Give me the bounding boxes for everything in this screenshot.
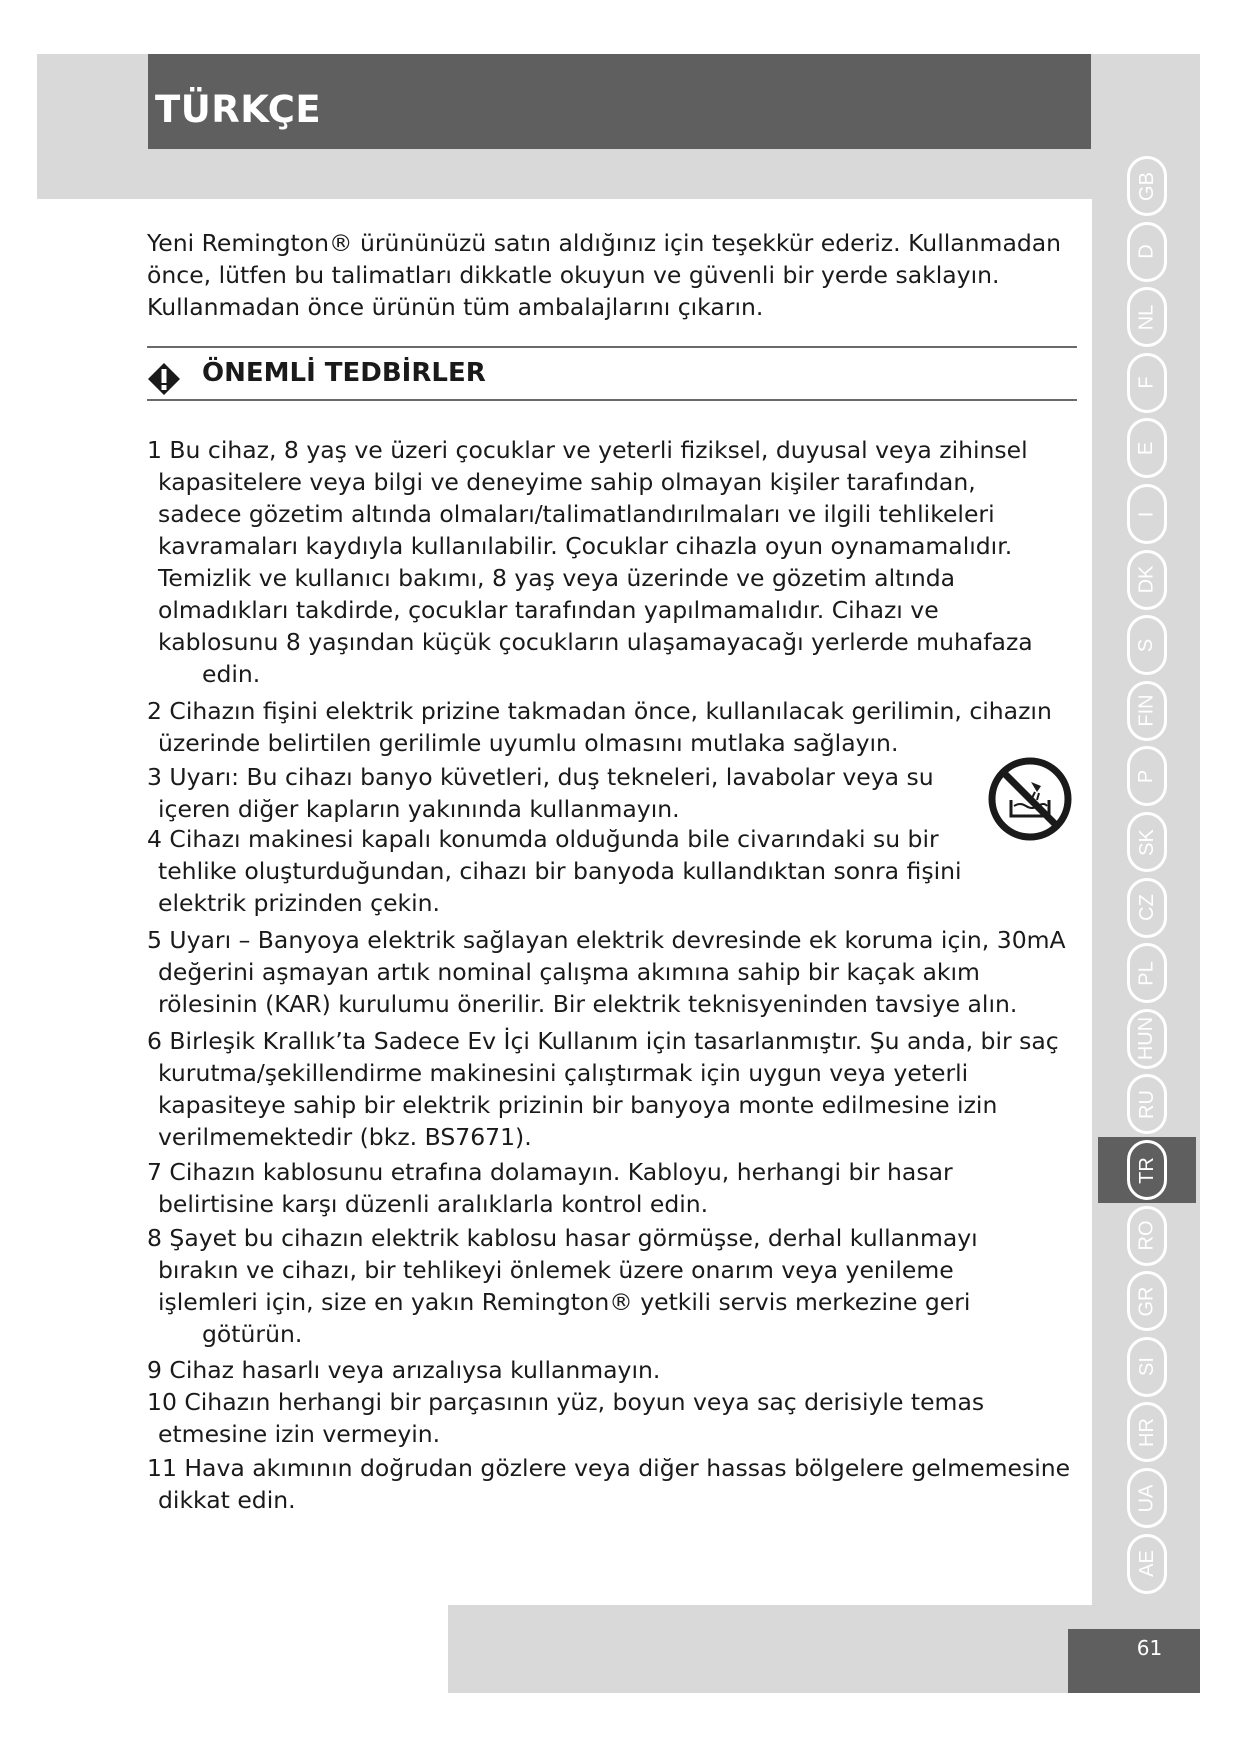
language-tab-ring <box>1127 878 1167 938</box>
item-line: kavramaları kaydıyla kullanılabilir. Çocuklar cihazla oyun oynamamalıdır. <box>158 532 1013 560</box>
list-item <box>147 924 1066 1020</box>
language-tab-i[interactable] <box>1098 481 1196 547</box>
language-tab-label: FIN <box>1135 694 1158 727</box>
language-tab-ring <box>1127 1009 1167 1069</box>
item-line: etmesine izin vermeyin. <box>158 1420 441 1448</box>
item-line: değerini aşmayan artık nominal çalışma akımına sahip bir kaçak akım <box>158 958 980 986</box>
item-line: içeren diğer kapların yakınında kullanmayın. <box>158 795 680 823</box>
language-tab-ring <box>1127 1337 1167 1397</box>
language-tab-label: RU <box>1135 1089 1158 1119</box>
language-tab-fin[interactable] <box>1098 678 1196 744</box>
language-tab-gb[interactable] <box>1098 153 1196 219</box>
item-line: dikkat edin. <box>158 1486 296 1514</box>
language-tab-ring <box>1127 1074 1167 1134</box>
language-tab-sk[interactable] <box>1098 809 1196 875</box>
list-item <box>147 823 962 919</box>
language-tab-nl[interactable] <box>1098 284 1196 350</box>
list-item <box>147 1386 984 1450</box>
language-tab-label: NL <box>1135 304 1158 330</box>
list-item <box>147 1156 953 1220</box>
item-line: rölesinin (KAR) kurulumu önerilir. Bir elektrik teknisyeninden tavsiye alın. <box>158 990 1018 1018</box>
language-tab-label: E <box>1135 441 1158 456</box>
item-line: 7 Cihazın kablosunu etrafına dolamayın. Kabloyu, herhangi bir hasar <box>147 1158 953 1186</box>
language-tab-ring <box>1127 1402 1167 1462</box>
language-tab-cz[interactable] <box>1098 875 1196 941</box>
language-tab-label: D <box>1135 244 1158 259</box>
item-line: belirtisine karşı düzenli aralıklarla kontrol edin. <box>158 1190 709 1218</box>
language-tab-dk[interactable] <box>1098 547 1196 613</box>
section-rule-top <box>147 346 1077 348</box>
language-tab-ring <box>1127 1468 1167 1528</box>
language-tab-ring <box>1127 746 1167 806</box>
item-line: 5 Uyarı – Banyoya elektrik sağlayan elektrik devresinde ek koruma için, 30mA <box>147 926 1066 954</box>
intro-line: Yeni Remington® ürününüzü satın aldığınız için teşekkür ederiz. Kullanmadan <box>147 229 1062 257</box>
language-tab-gr[interactable] <box>1098 1268 1196 1334</box>
language-tab-ring <box>1127 550 1167 610</box>
language-tab-label: S <box>1135 638 1158 652</box>
item-line: işlemleri için, size en yakın Remington® yetkili servis merkezine geri <box>158 1288 971 1316</box>
item-line: 4 Cihazı makinesi kapalı konumda olduğunda bile civarındaki su bir <box>147 825 939 853</box>
language-tab-pl[interactable] <box>1098 940 1196 1006</box>
language-tab-label: UA <box>1135 1484 1158 1512</box>
language-tab-label: P <box>1135 769 1158 784</box>
list-item <box>147 761 934 825</box>
language-tab-ring <box>1127 156 1167 216</box>
item-line: sadece gözetim altında olmaları/talimatlandırılmaları ve ilgili tehlikeleri <box>158 500 995 528</box>
language-tab-label: F <box>1135 376 1158 389</box>
page-number: 61 <box>1136 1636 1163 1660</box>
item-line: kablosunu 8 yaşından küçük çocukların ulaşamayacağı yerlerde muhafaza <box>158 628 1033 656</box>
item-line: kurutma/şekillendirme makinesini çalıştırmak için uygun veya yeterli <box>158 1059 969 1087</box>
language-tab-ring <box>1127 1271 1167 1331</box>
list-item <box>147 1354 660 1386</box>
item-line: kapasitelere veya bilgi ve deneyime sahip olmayan kişiler tarafından, <box>158 468 976 496</box>
item-line: 1 Bu cihaz, 8 yaş ve üzeri çocuklar ve yeterli fiziksel, duyusal veya zihinsel <box>147 436 1028 464</box>
item-line: üzerinde belirtilen gerilimle uyumlu olmasını mutlaka sağlayın. <box>158 729 899 757</box>
item-line: 6 Birleşik Krallık’ta Sadece Ev İçi Kullanım için tasarlanmıştır. Şu anda, bir saç <box>147 1027 1059 1055</box>
language-tab-label: TR <box>1135 1156 1158 1184</box>
section-rule-bottom <box>147 399 1077 401</box>
language-tab-ring <box>1127 615 1167 675</box>
item-line: verilmemektedir (bkz. BS7671). <box>158 1123 532 1151</box>
language-tab-ring <box>1127 812 1167 872</box>
list-item <box>147 1222 978 1350</box>
language-tab-si[interactable] <box>1098 1334 1196 1400</box>
language-tab-ring <box>1127 681 1167 741</box>
item-line: olmadıkları takdirde, çocuklar tarafından yapılmamalıdır. Cihazı ve <box>158 596 939 624</box>
warning-diamond-icon <box>147 362 181 400</box>
list-item <box>147 434 1033 690</box>
language-tab-hun[interactable] <box>1098 1006 1196 1072</box>
language-tab-label: GR <box>1135 1286 1158 1317</box>
language-tab-ua[interactable] <box>1098 1465 1196 1531</box>
language-tab-label: I <box>1135 511 1158 517</box>
item-line: 10 Cihazın herhangi bir parçasının yüz, boyun veya saç derisiyle temas <box>147 1388 985 1416</box>
item-line: 9 Cihaz hasarlı veya arızalıysa kullanmayın. <box>147 1356 661 1384</box>
language-tab-label: HUN <box>1135 1017 1158 1061</box>
language-tab-ae[interactable] <box>1098 1531 1196 1597</box>
language-tab-ring <box>1127 1140 1167 1200</box>
intro-paragraph <box>147 227 1067 323</box>
language-tab-label: AE <box>1135 1550 1158 1577</box>
item-line: 2 Cihazın fişini elektrik prizine takmadan önce, kullanılacak gerilimin, cihazın <box>147 697 1052 725</box>
item-line: Temizlik ve kullanıcı bakımı, 8 yaş veya üzerinde ve gözetim altında <box>158 564 956 592</box>
language-tab-ro[interactable] <box>1098 1203 1196 1269</box>
item-line: 11 Hava akımının doğrudan gözlere veya diğer hassas bölgelere gelmemesine <box>147 1454 1071 1482</box>
language-tab-e[interactable] <box>1098 415 1196 481</box>
page-title: TÜRKÇE <box>155 88 322 131</box>
language-tab-label: PL <box>1135 960 1158 986</box>
language-tab-label: SK <box>1135 828 1158 856</box>
item-line: 3 Uyarı: Bu cihazı banyo küvetleri, duş tekneleri, lavabolar veya su <box>147 763 934 791</box>
language-tab-tr[interactable] <box>1098 1137 1196 1203</box>
list-item <box>147 1452 1070 1516</box>
intro-line: Kullanmadan önce ürünün tüm ambalajlarını çıkarın. <box>147 293 764 321</box>
item-line: 8 Şayet bu cihazın elektrik kablosu hasar görmüşse, derhal kullanmayı <box>147 1224 978 1252</box>
item-line: bırakın ve cihazı, bir tehlikeyi önlemek üzere onarım veya yenileme <box>158 1256 954 1284</box>
item-line: götürün. <box>202 1320 303 1348</box>
language-tab-ru[interactable] <box>1098 1071 1196 1137</box>
language-tab-ring <box>1127 484 1167 544</box>
language-tab-ring <box>1127 222 1167 282</box>
language-tab-ring <box>1127 353 1167 413</box>
list-item <box>147 695 1052 759</box>
section-title: ÖNEMLİ TEDBİRLER <box>202 358 486 388</box>
language-tab-s[interactable] <box>1098 612 1196 678</box>
language-tab-label: SI <box>1135 1357 1158 1377</box>
language-tab-ring <box>1127 418 1167 478</box>
language-tab-ring <box>1127 943 1167 1003</box>
item-line: kapasiteye sahip bir elektrik prizinin bir banyoya monte edilmesine izin <box>158 1091 998 1119</box>
language-tab-label: RO <box>1135 1220 1158 1251</box>
list-item <box>147 1025 1059 1153</box>
item-line: elektrik prizinden çekin. <box>158 889 441 917</box>
language-tab-ring <box>1127 287 1167 347</box>
language-tab-label: HR <box>1135 1417 1158 1447</box>
item-line: edin. <box>202 660 261 688</box>
no-water-near-bath-icon <box>987 756 1073 846</box>
language-tab-hr[interactable] <box>1098 1399 1196 1465</box>
item-line: tehlike oluşturduğundan, cihazı bir banyoda kullandıktan sonra fişini <box>158 857 962 885</box>
language-tab-ring <box>1127 1206 1167 1266</box>
language-tab-ring <box>1127 1534 1167 1594</box>
language-tab-label: GB <box>1135 171 1158 201</box>
language-tab-f[interactable] <box>1098 350 1196 416</box>
language-tab-d[interactable] <box>1098 219 1196 285</box>
intro-line: önce, lütfen bu talimatları dikkatle okuyun ve güvenli bir yerde saklayın. <box>147 261 1000 289</box>
language-tab-p[interactable] <box>1098 743 1196 809</box>
language-tab-label: DK <box>1135 565 1158 594</box>
language-tab-label: CZ <box>1135 894 1158 921</box>
